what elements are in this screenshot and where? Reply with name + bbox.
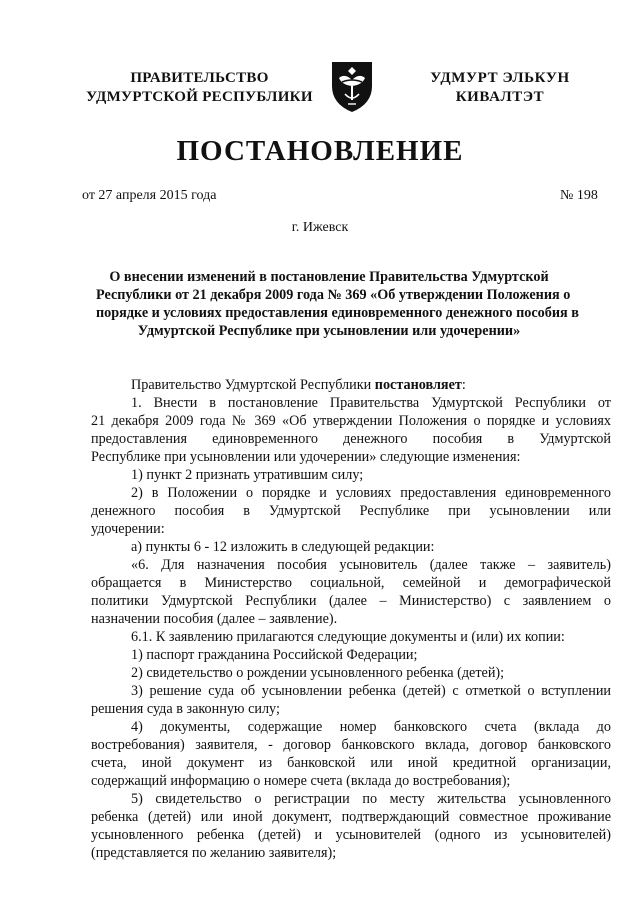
subject-line: Республики от 21 декабря 2009 года № 369 «Об утверждении Положения о [96,287,571,303]
paragraph-line: а) пункты 6 - 12 изложить в следующей редакции: [131,539,435,555]
paragraph-line: удочерении: [91,521,165,537]
paragraph-doc-5 [91,790,611,862]
paragraph-line: 2) в Положении о порядке и условиях предоставления единовременного [131,485,611,501]
paragraph-line: 2) свидетельство о рождении усыновленного ребенка (детей); [131,665,505,681]
paragraph-line: 3) решение суда об усыновлении ребенка (детей) с отметкой о вступлении [131,683,611,699]
paragraph-line: назначении пособия (далее – заявление). [91,611,338,627]
paragraph-line: «6. Для назначения пособия усыновитель (далее также – заявитель) [131,557,611,573]
paragraph-point-6-1 [91,628,611,646]
paragraph-line: 6.1. К заявлению прилагаются следующие документы и (или) их копии: [131,629,565,645]
header-government-udm [414,69,586,107]
paragraph-line: содержащий информацию о номере счета (вклада до востребования); [91,773,511,789]
paragraph-line: 4) документы, содержащие номер банковского счета (вклада до [131,719,611,735]
paragraph-doc-3 [91,682,611,718]
paragraph-item-1 [91,466,611,484]
paragraph-doc-2 [91,664,611,682]
paragraph-1 [91,394,611,466]
document-title: ПОСТАНОВЛЕНИЕ [176,135,464,167]
subject-line: порядке и условиях предоставления единовременного денежного пособия в [96,305,579,321]
paragraph-line: предоставления единовременного денежного пособия в Удмуртской [91,431,611,447]
header-line: ПРАВИТЕЛЬСТВО [130,70,269,86]
paragraph-line: востребования) заявителя, - договор банковского вклада, договор банковского [91,737,611,753]
document-body [91,376,611,862]
document-subject [96,268,579,340]
paragraph-doc-1 [91,646,611,664]
paragraph-line: (представляется по желанию заявителя); [91,845,337,861]
document-date: от 27 апреля 2015 года [82,188,217,203]
paragraph-line: политики Удмуртской Республики (далее – Министерство) с заявлением о [91,593,611,609]
subject-line: О внесении изменений в постановление Правительства Удмуртской [109,269,549,285]
paragraph-line: усыновленного ребенка (детей) и усыновителей (одного из усыновителей) [91,827,611,843]
paragraph-item-a [91,538,611,556]
paragraph-line: 1) паспорт гражданина Российской Федерации; [131,647,418,663]
paragraph-item-2 [91,484,611,538]
paragraph-point-6 [91,556,611,628]
header-line: УДМУРТСКОЙ РЕСПУБЛИКИ [86,89,313,105]
paragraph-line: решения суда в законную силу; [91,701,280,717]
paragraph-line: 1. Внести в постановление Правительства Удмуртской Республики от [131,395,611,411]
document-city: г. Ижевск [291,220,349,235]
paragraph-line: 1) пункт 2 признать утратившим силу; [131,467,364,483]
paragraph-resolves [91,376,611,394]
paragraph-line: 5) свидетельство о регистрации по месту жительства усыновленного [131,791,611,807]
paragraph-line: Республике при усыновлении или удочерении» следующие изменения: [91,449,521,465]
paragraph-line: счета, иной документ из банковской или иной кредитной организации, [91,755,611,771]
subject-line: Удмуртской Республике при усыновлении или удочерении» [137,323,521,339]
header-line: УДМУРТ ЭЛЬКУН [430,70,570,86]
paragraph-line: 21 декабря 2009 года № 369 «Об утверждении Положения о порядке и условиях [91,413,611,429]
paragraph-line: обращается в Министерство социальной, семейной и демографической [91,575,611,591]
resolves-text: Правительство Удмуртской Республики [131,377,375,393]
paragraph-line: денежного пособия в Удмуртской Республике при усыновлении или [91,503,611,519]
header-line: КИВАЛТЭТ [455,89,545,105]
header-government-ru [62,69,337,107]
resolves-keyword: постановляет [374,377,462,393]
paragraph-doc-4 [91,718,611,790]
resolves-colon: : [461,377,466,393]
paragraph-line: ребенка (детей) или иной документ, подтверждающий совместное проживание [91,809,611,825]
document-number: № 198 [560,188,598,203]
udmurt-coat-of-arms-icon [329,58,375,114]
